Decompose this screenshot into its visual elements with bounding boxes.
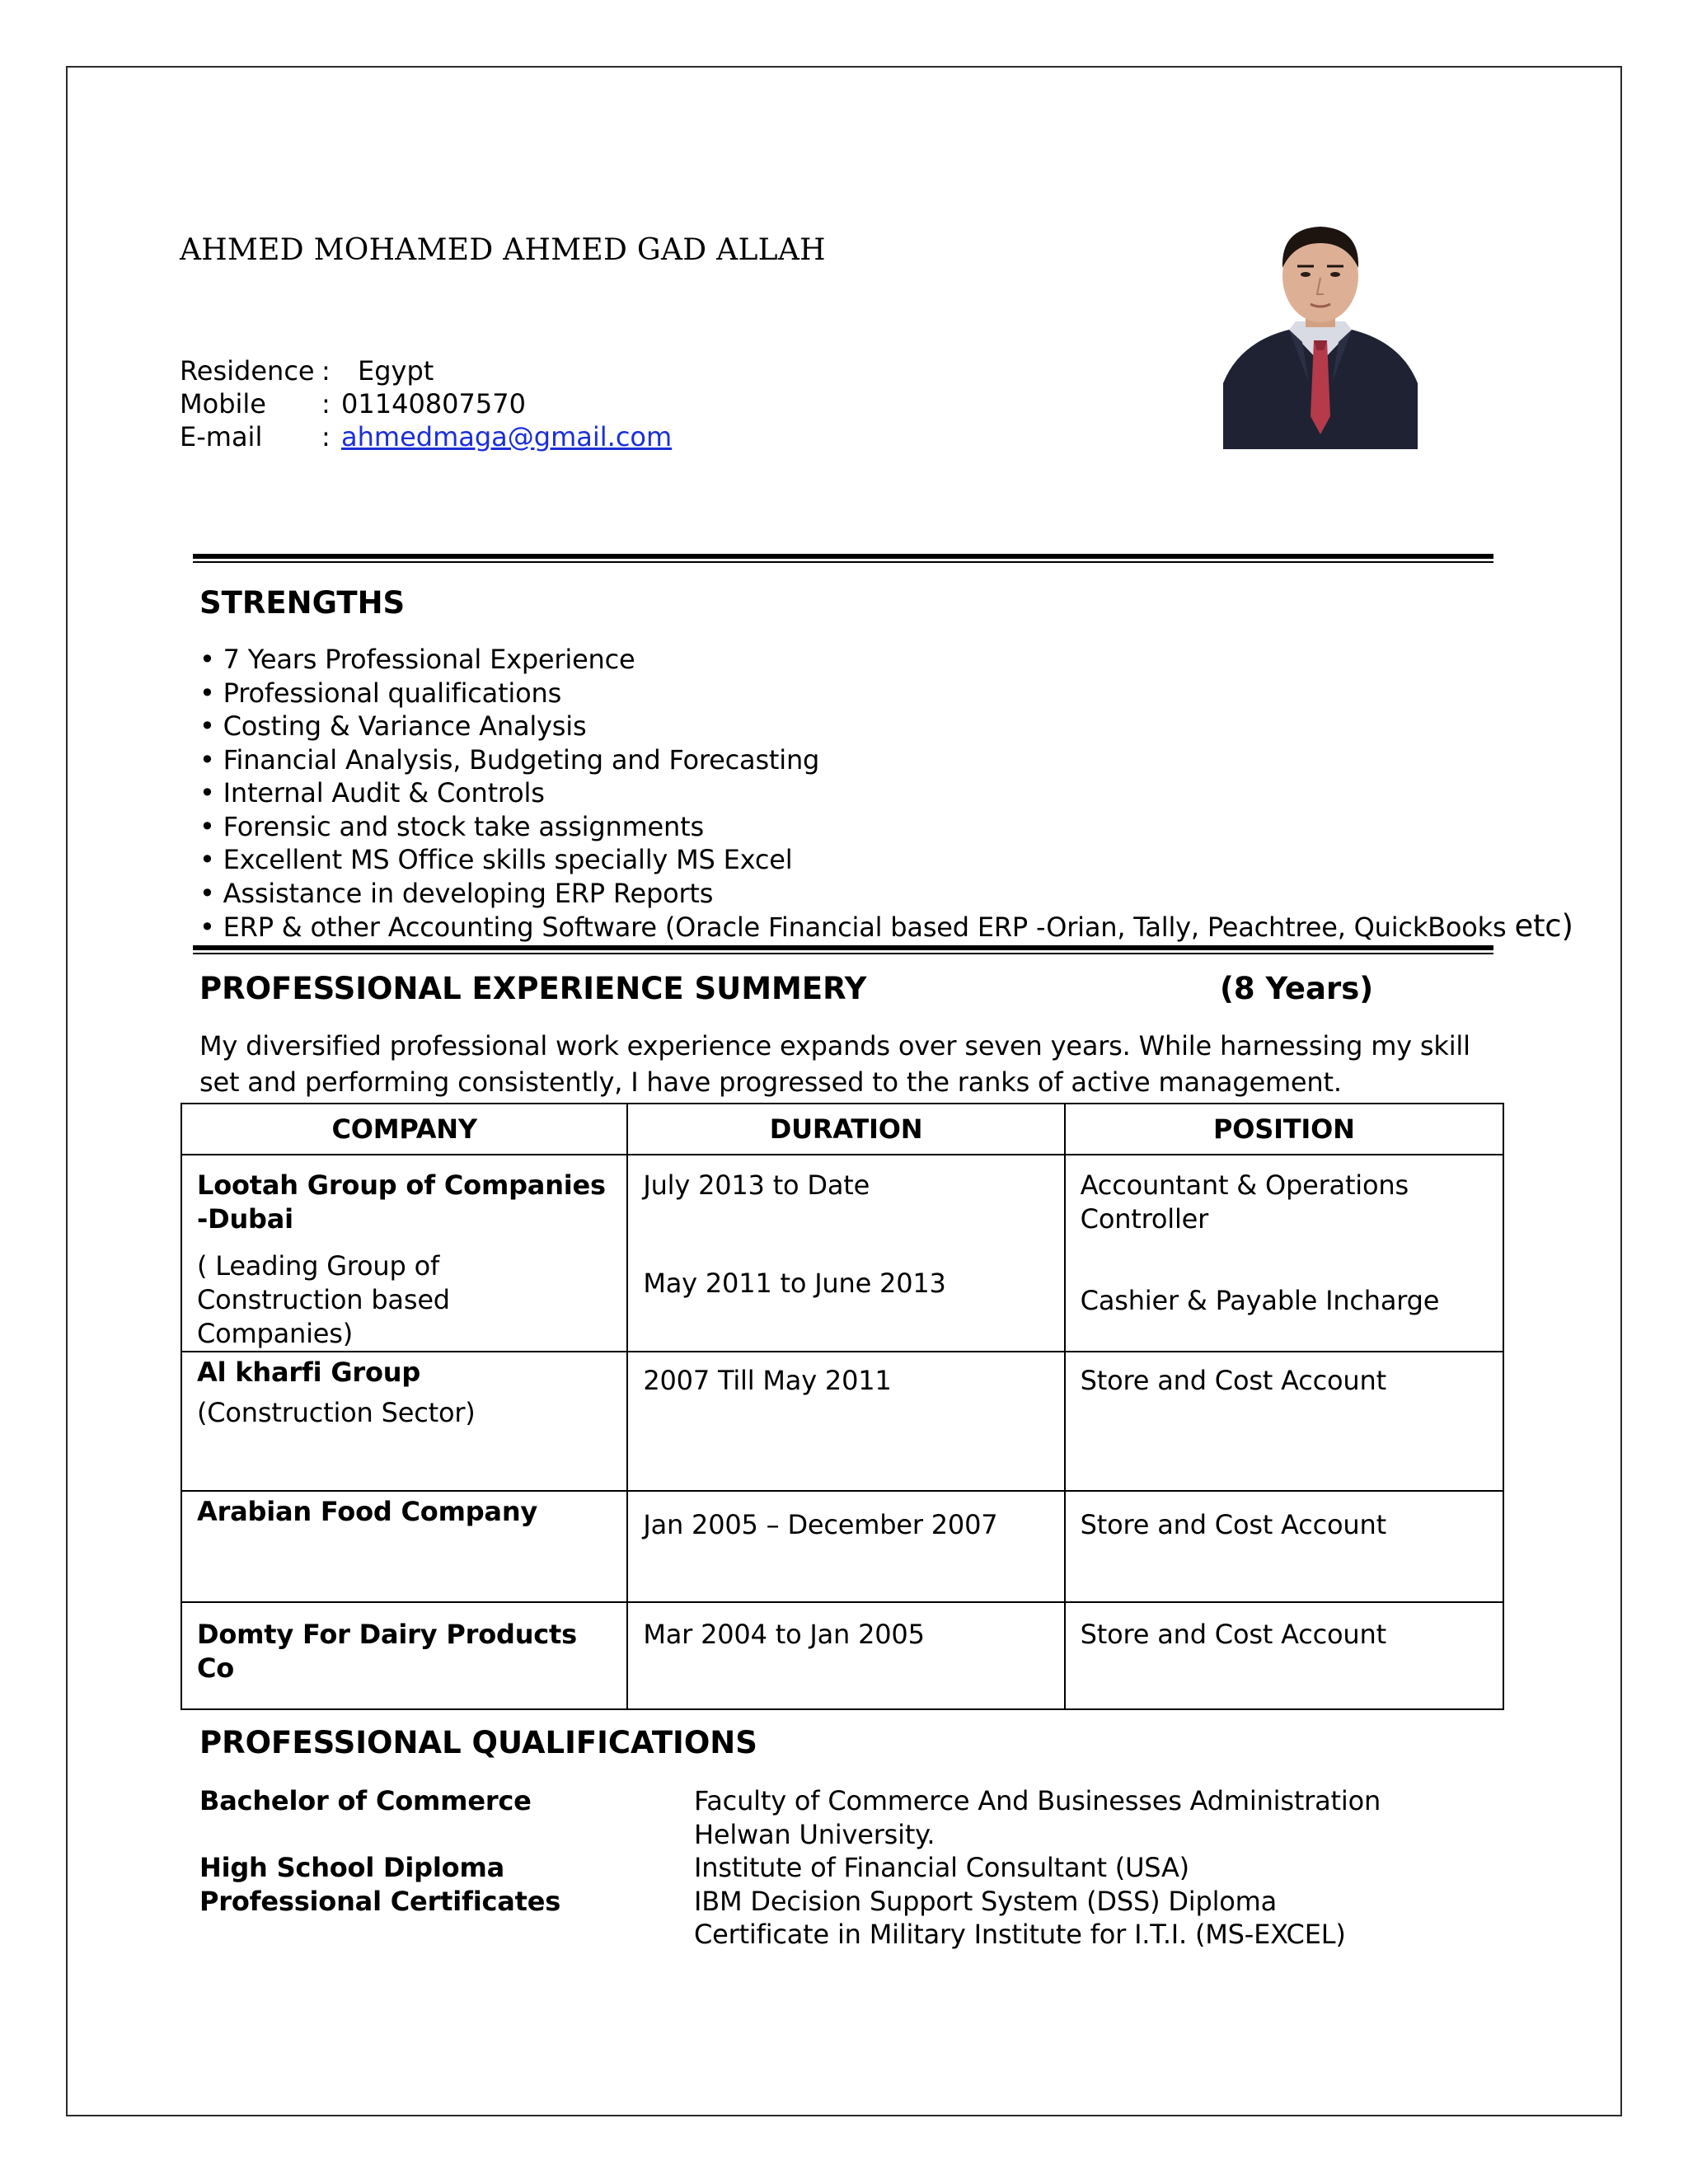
company-cell [181,1602,627,1709]
qualification-row [199,1818,1381,1852]
duration-cell [627,1155,1064,1352]
table-row [181,1491,1503,1602]
company-note: ( Leading Group of Construction based Companies) [197,1250,450,1349]
list-item: • Financial Analysis, Budgeting and Forecasting [199,743,1573,777]
experience-table [181,1103,1504,1710]
position-text: Store and Cost Account [1080,1619,1386,1650]
duration-cell [627,1491,1064,1602]
duration-text: 2007 Till May 2011 [643,1365,892,1396]
table-row [181,1352,1503,1491]
table-row [181,1602,1503,1709]
company-name: Domty For Dairy Products Co [197,1619,577,1684]
company-cell [181,1491,627,1602]
company-note: (Construction Sector) [197,1397,476,1428]
position-cell [1065,1602,1503,1709]
institution-text: Faculty of Commerce And Businesses Administration [694,1785,1381,1816]
duration-cell [627,1602,1064,1709]
residence-value: Egypt [358,355,434,387]
duration-text: Mar 2004 to Jan 2005 [643,1619,925,1650]
list-item: • Excellent MS Office skills specially MS Excel [199,843,1573,877]
degree-label [199,1918,694,1952]
institution-text: Certificate in Military Institute for I.T.I. (MS-EXCEL) [694,1919,1346,1950]
contact-separator: : [321,388,331,419]
contact-residence [180,354,672,387]
strengths-title: STRENGTHS [199,585,406,621]
list-item: • 7 Years Professional Experience [199,643,1573,677]
strengths-list [199,643,1573,944]
position-text: Store and Cost Account [1080,1509,1386,1540]
qualifications-list [199,1784,1381,1952]
qualification-row [199,1784,1381,1818]
contact-label: Mobile [180,388,266,419]
company-name: Al kharfi Group [197,1357,421,1388]
experience-summary: My diversified professional work experience expands over seven years. While harnessing my skill set and performing consistently, I have progressed to the ranks of active management. [199,1030,1470,1098]
company-cell [181,1352,627,1491]
section-rule [193,554,1493,563]
contact-email [180,420,672,453]
position-cell [1065,1352,1503,1491]
duration-text: May 2011 to June 2013 [643,1268,946,1299]
company-name: Arabian Food Company [197,1496,538,1527]
contact-label: E-mail [180,421,263,452]
duration-text: Jan 2005 – December 2007 [643,1509,998,1540]
contact-separator: : [321,355,331,387]
degree-label: High School Diploma [199,1852,504,1883]
contact-separator: : [321,421,331,452]
email-link[interactable]: ahmedmaga@gmail.com [341,421,673,452]
institution-text: IBM Decision Support System (DSS) Diploma [694,1885,1278,1917]
position-text: Accountant & Operations Controller [1080,1169,1409,1235]
qualification-row [199,1851,1381,1885]
list-item [199,910,1573,944]
profile-photo [1223,218,1418,449]
mobile-value: 01140807570 [341,388,526,419]
degree-label: Professional Certificates [199,1885,561,1917]
list-item: • Forensic and stock take assignments [199,810,1573,844]
list-item: • Professional qualifications [199,677,1573,710]
duration-cell [627,1352,1064,1491]
qualifications-title: PROFESSIONAL QUALIFICATIONS [199,1725,757,1760]
column-header: POSITION [1065,1104,1503,1155]
position-text: Store and Cost Account [1080,1365,1386,1396]
duration-text: July 2013 to Date [643,1169,870,1201]
contact-mobile [180,387,672,420]
company-name: Lootah Group of Companies -Dubai [197,1169,606,1235]
column-header: DURATION [627,1104,1064,1155]
position-cell [1065,1491,1503,1602]
position-cell [1065,1155,1503,1352]
candidate-name: AHMED MOHAMED AHMED GAD ALLAH [180,233,826,267]
list-item: • Costing & Variance Analysis [199,710,1573,743]
contact-block [180,354,672,453]
list-item-text: ERP & other Accounting Software (Oracle Financial based ERP -Orian, Tally, Peachtree, QuickBooks [223,912,1515,943]
position-text: Cashier & Payable Incharge [1080,1285,1440,1316]
list-item-suffix: etc) [1514,908,1573,944]
degree-label [199,1818,694,1852]
company-cell [181,1155,627,1352]
experience-years: (8 Years) [1220,971,1374,1006]
degree-label: Bachelor of Commerce [199,1785,532,1816]
institution-text: Helwan University. [694,1818,935,1850]
list-item: • Internal Audit & Controls [199,776,1573,810]
experience-title: PROFESSIONAL EXPERIENCE SUMMERY [199,971,867,1006]
qualification-row [199,1885,1381,1919]
qualification-row [199,1918,1381,1952]
table-header-row [181,1104,1503,1155]
column-header: COMPANY [181,1104,627,1155]
table-row [181,1155,1503,1352]
institution-text: Institute of Financial Consultant (USA) [694,1852,1189,1883]
section-rule [193,945,1493,954]
list-item: • Assistance in developing ERP Reports [199,877,1573,911]
contact-label: Residence [180,355,315,387]
